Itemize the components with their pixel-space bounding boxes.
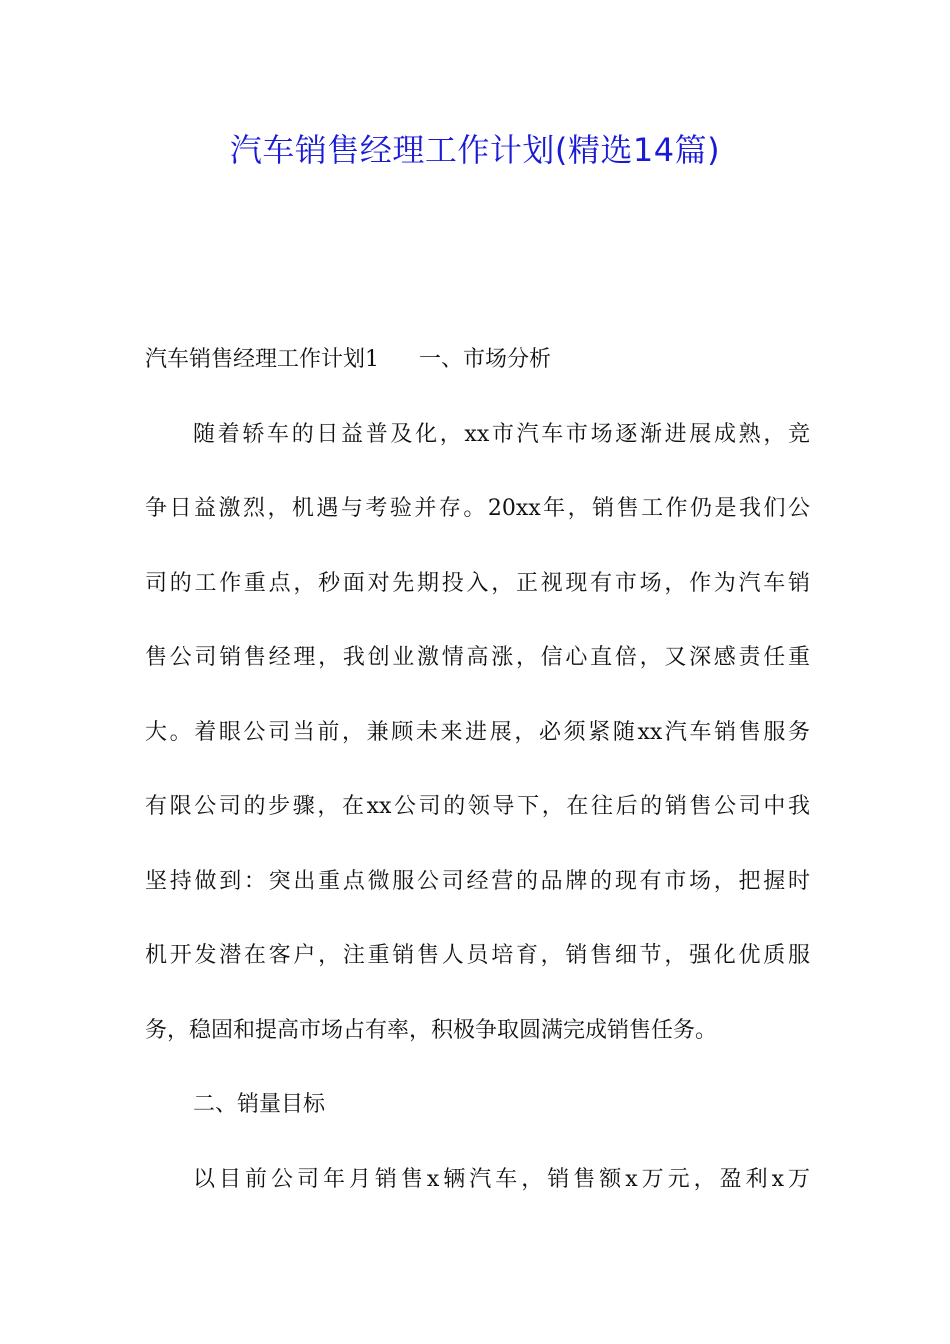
section-heading-line — [145, 338, 810, 413]
paragraph-line: 随着轿车的日益普及化，xx市汽车市场逐渐进展成熟，竞 — [193, 421, 810, 447]
paragraph-line: 售公司销售经理，我创业激情高涨，信心直倍，又深感责任重 — [145, 645, 810, 670]
paragraph-line: 有限公司的步骤，在xx公司的领导下，在往后的销售公司中我 — [145, 794, 810, 819]
paragraph-line: 坚持做到：突出重点微服公司经营的品牌的现有市场，把握时 — [145, 868, 810, 894]
paragraph-line: 司的工作重点，秒面对先期投入，正视现有市场，作为汽车销 — [145, 570, 810, 596]
paragraph-line: 大。着眼公司当前，兼顾未来进展，必须紧随xx汽车销售服务 — [145, 719, 810, 745]
heading-sales-target: 二、销量目标 — [193, 1092, 326, 1117]
document-title: 汽车销售经理工作计划(精选14篇) — [229, 131, 721, 169]
section-label: 汽车销售经理工作计划1 — [145, 347, 379, 372]
paragraph-line: 争日益激烈，机遇与考验并存。20xx年，销售工作仍是我们公 — [145, 496, 810, 521]
paragraph-line: 机开发潜在客户，注重销售人员培育，销售细节，强化优质服 — [145, 943, 810, 968]
paragraph-line: 以目前公司年月销售x辆汽车，销售额x万元，盈利x万 — [193, 1166, 810, 1192]
paragraph-line: 务，稳固和提高市场占有率，积极争取圆满完成销售任务。 — [145, 1017, 718, 1043]
heading-market-analysis: 一、市场分析 — [419, 347, 552, 372]
document-body — [145, 338, 810, 1232]
